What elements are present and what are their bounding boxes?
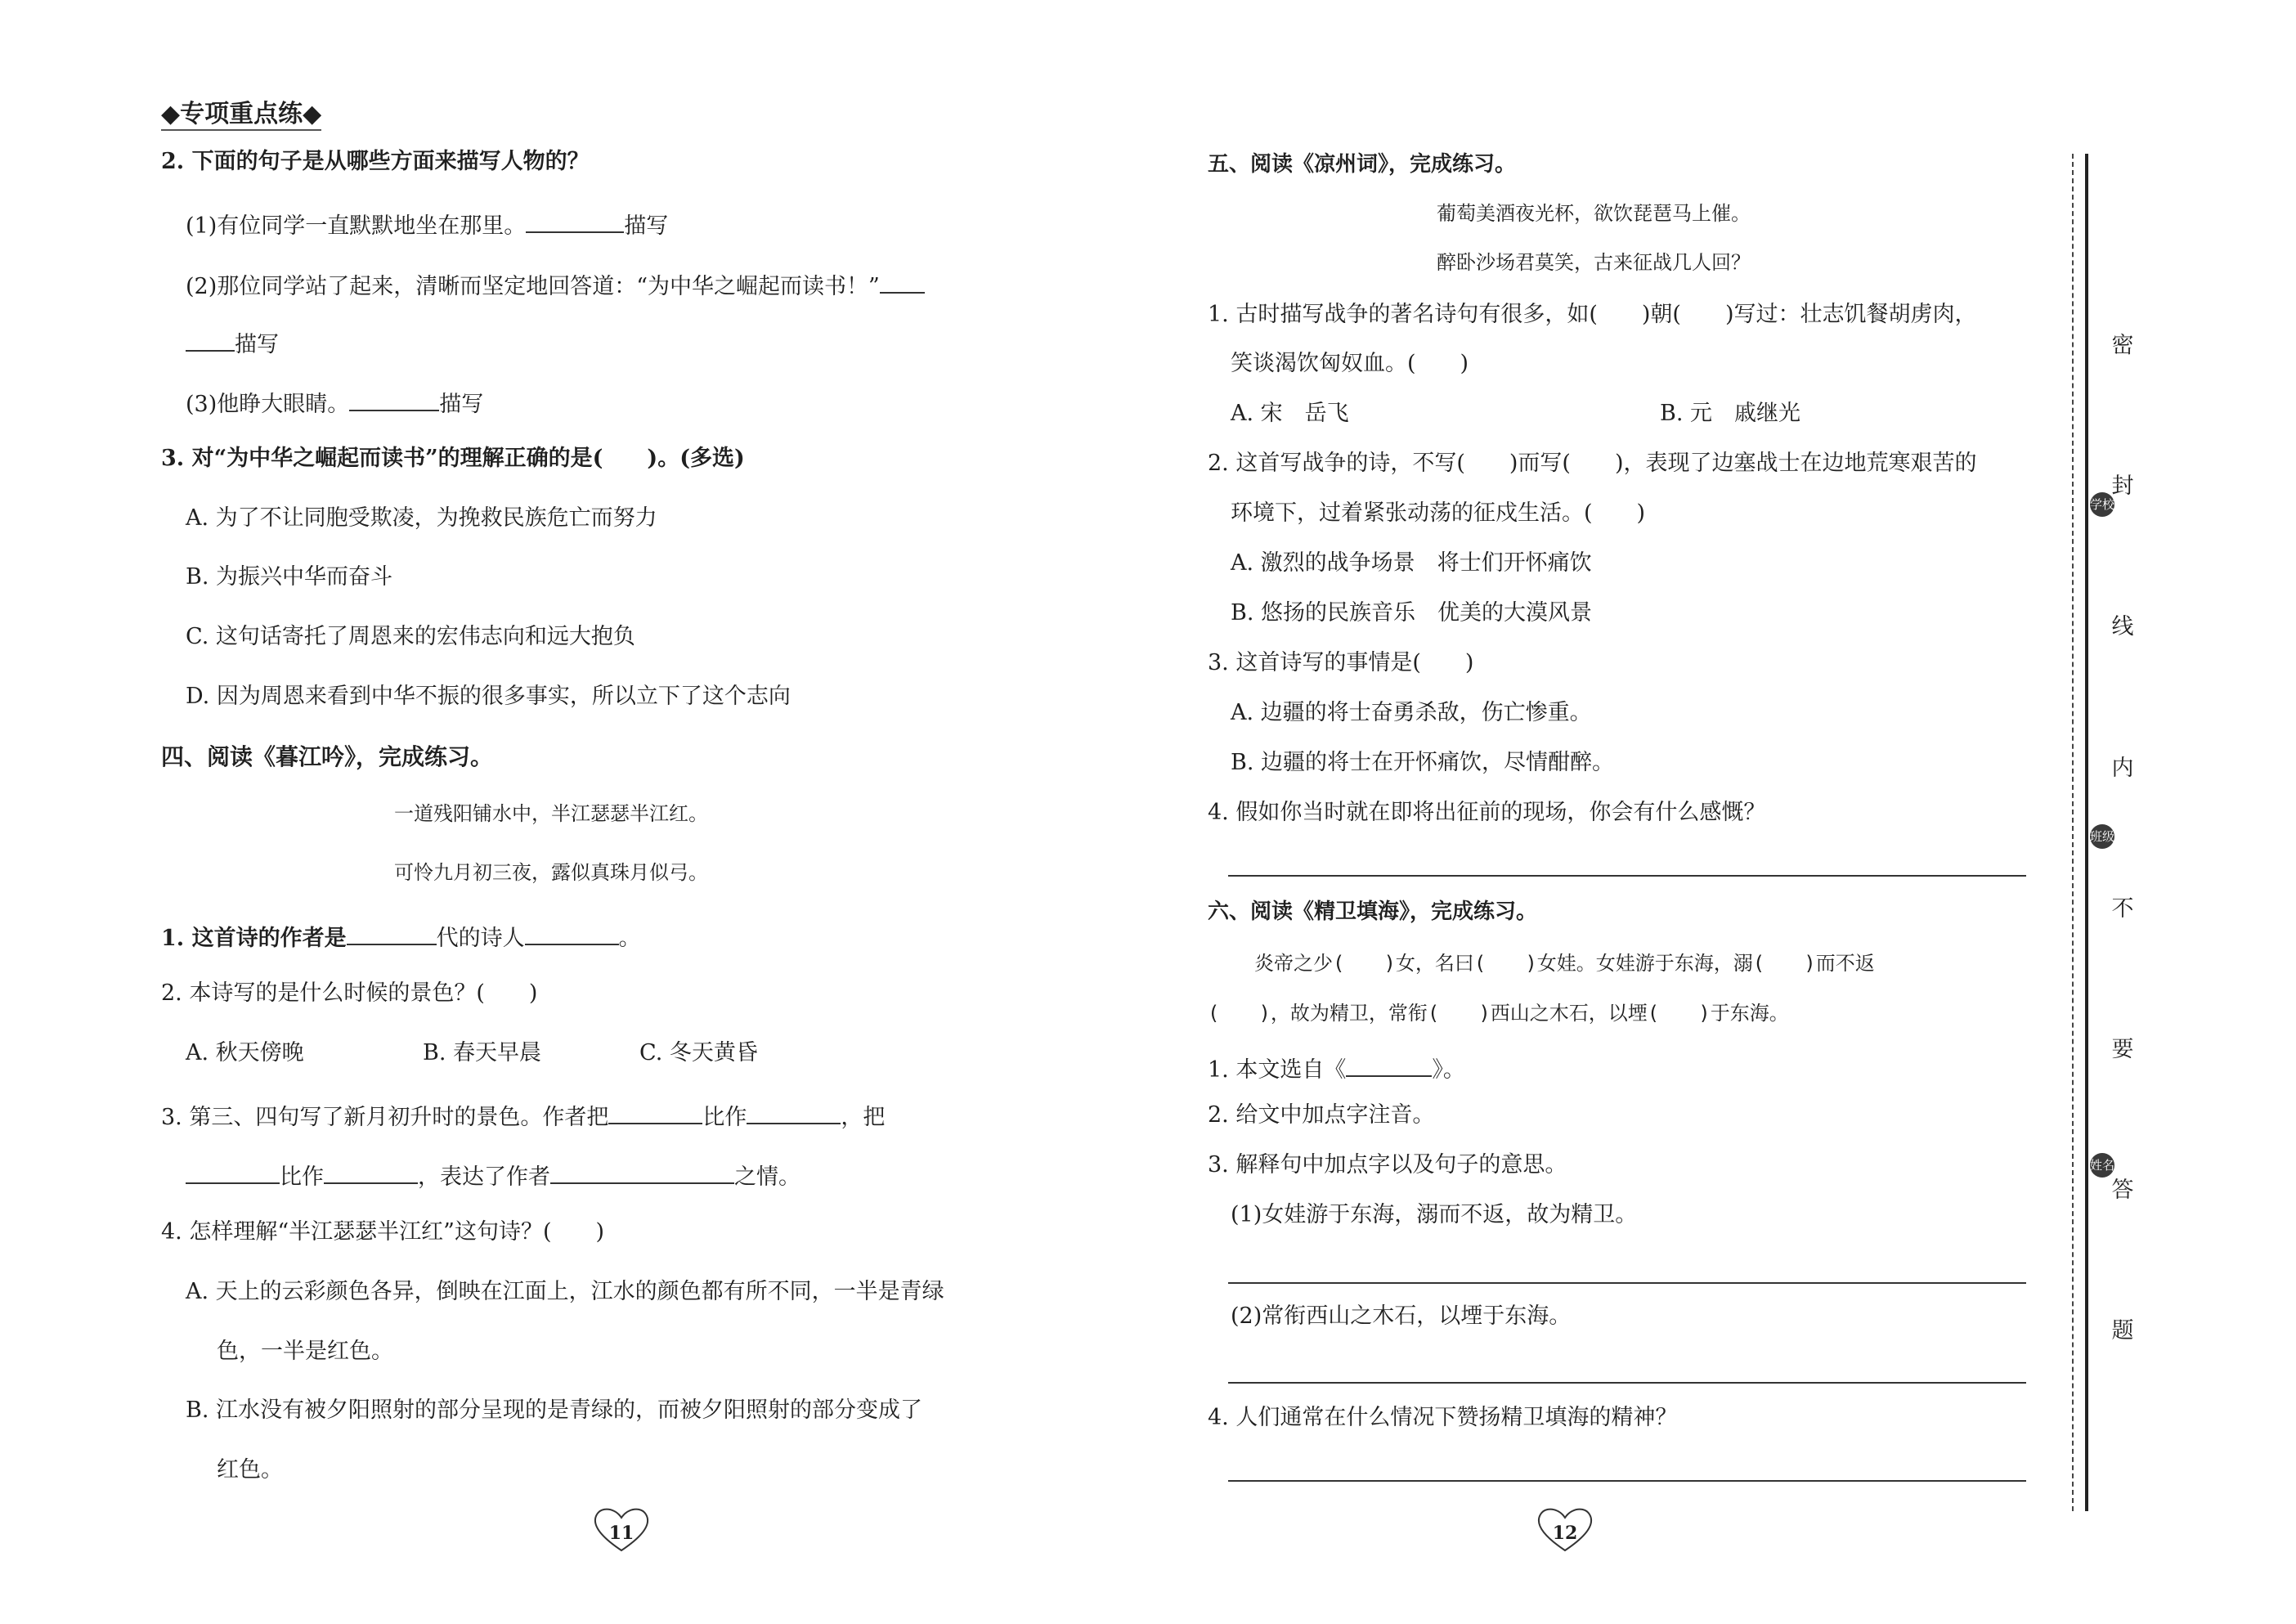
- question-title: 4. 怎样理解“半江瑟瑟半江红”这句诗？( ): [161, 1219, 605, 1245]
- answer-line[interactable]: [1228, 1282, 2026, 1284]
- passage-line: ( )，故为精卫，常衔( )西山之木石，以堙( )于东海。: [1208, 1002, 1789, 1025]
- option-b: B. 边疆的将士在开怀痛饮，尽情酣醉。: [1231, 750, 1615, 775]
- seal-mark: 姓名: [2090, 1153, 2114, 1178]
- question-line: [1208, 1054, 1465, 1081]
- question-line: 环境下，过着紧张动荡的征戍生活。( ): [1231, 500, 1646, 526]
- seal-char: 内: [2111, 756, 2134, 781]
- poem-line: 醉卧沙场君莫笑，古来征战几人回？: [1437, 251, 1751, 274]
- page-number-text: 11: [608, 1523, 635, 1544]
- question-title: 2. 给文中加点字注音。: [1208, 1102, 1435, 1128]
- answer-blank[interactable]: [324, 1161, 418, 1184]
- option-a-cont: 色，一半是红色。: [217, 1339, 393, 1364]
- section-title: 五、阅读《凉州词》，完成练习。: [1208, 152, 1517, 177]
- answer-blank[interactable]: [347, 922, 437, 945]
- question-line: [186, 271, 925, 298]
- answer-blank[interactable]: [550, 1161, 734, 1184]
- question-text: 比作: [280, 1164, 324, 1190]
- question-line: [186, 210, 668, 237]
- question-text: 描写: [624, 213, 669, 239]
- question-text: (3)他睁大眼睛。: [186, 392, 350, 417]
- seal-solid-line: [2085, 154, 2088, 1511]
- seal-mark: 学校: [2090, 492, 2114, 517]
- question-text: 》。: [1432, 1057, 1465, 1083]
- seal-char: 密: [2111, 333, 2134, 358]
- answer-blank[interactable]: [349, 388, 439, 411]
- question-text: 。: [618, 926, 641, 951]
- question-line: 笑谈渴饮匈奴血。( ): [1231, 351, 1469, 376]
- question-line: [186, 329, 279, 356]
- question-title: 4. 人们通常在什么情况下赞扬精卫填海的精神？: [1208, 1405, 1678, 1430]
- page-number: [1532, 1503, 1598, 1554]
- question-line: [161, 1101, 885, 1128]
- question-text: ，表达了作者: [418, 1164, 550, 1190]
- answer-blank[interactable]: [525, 922, 619, 945]
- option-b: B. 春天早晨: [423, 1040, 542, 1065]
- question-text: 1. 本文选自《: [1208, 1057, 1347, 1083]
- option-b: B. 江水没有被夕阳照射的部分呈现的是青绿的，而被夕阳照射的部分变成了: [186, 1397, 923, 1423]
- option-c: C. 冬天黄昏: [639, 1040, 758, 1065]
- question-title: 3. 解释句中加点字以及句子的意思。: [1208, 1152, 1567, 1178]
- seal-dashed-line: [2072, 154, 2074, 1511]
- answer-blank[interactable]: [186, 1161, 280, 1184]
- question-text: 3. 第三、四句写了新月初升时的景色。作者把: [161, 1105, 609, 1130]
- answer-line[interactable]: [1228, 1480, 2026, 1482]
- answer-line[interactable]: [1228, 875, 2026, 877]
- section-tag: ◆专项重点练◆: [161, 102, 321, 131]
- answer-blank[interactable]: [880, 271, 925, 294]
- question-title: 4. 假如你当时就在即将出征前的现场，你会有什么感慨？: [1208, 800, 1766, 825]
- passage-line: 炎帝之少( )女，名曰( )女娃。女娃游于东海，溺( )而不返: [1254, 952, 1875, 975]
- option-b: B. 悠扬的民族音乐 优美的大漠风景: [1231, 600, 1593, 626]
- question-title: 1. 古时描写战争的著名诗句有很多，如( )朝( )写过：壮志饥餐胡虏肉，: [1208, 302, 1977, 327]
- question-text: 之情。: [734, 1164, 800, 1190]
- page-number: [589, 1503, 654, 1554]
- option-a: A. 边疆的将士奋勇杀敌，伤亡惨重。: [1231, 700, 1592, 725]
- seal-char: 线: [2111, 614, 2134, 639]
- question-title: 3. 对“为中华之崛起而读书”的理解正确的是( )。(多选): [161, 446, 745, 471]
- question-line: (1)女娃游于东海，溺而不返，故为精卫。: [1231, 1202, 1638, 1227]
- section-title: 四、阅读《暮江吟》，完成练习。: [161, 743, 494, 770]
- option-c: C. 这句话寄托了周恩来的宏伟志向和远大抱负: [186, 624, 635, 649]
- question-title: 2. 这首写战争的诗，不写( )而写( )，表现了边塞战士在边地荒寒艰苦的: [1208, 451, 1977, 476]
- question-text: 比作: [702, 1105, 747, 1130]
- option-a: A. 为了不让同胞受欺凌，为挽救民族危亡而努力: [186, 505, 657, 531]
- question-text: (2)那位同学站了起来，清晰而坚定地回答道：“为中华之崛起而读书！”: [186, 274, 880, 299]
- seal-char: 封: [2111, 473, 2134, 499]
- seal-char: 不: [2111, 896, 2134, 922]
- question-title: 2. 本诗写的是什么时候的景色？( ): [161, 980, 538, 1006]
- option-a: A. 天上的云彩颜色各异，倒映在江面上，江水的颜色都有所不同，一半是青绿: [186, 1279, 944, 1304]
- seal-char: 题: [2111, 1318, 2134, 1344]
- question-line: [186, 388, 483, 415]
- question-title: 3. 这首诗写的事情是( ): [1208, 650, 1474, 675]
- question-text: (1)有位同学一直默默地坐在那里。: [186, 213, 527, 239]
- option-a: A. 宋 岳飞: [1231, 401, 1349, 426]
- answer-blank[interactable]: [1346, 1054, 1432, 1077]
- seal-mark: 班级: [2090, 824, 2114, 849]
- poem-line: 可怜九月初三夜，露似真珠月似弓。: [394, 861, 708, 884]
- answer-line[interactable]: [1228, 1382, 2026, 1384]
- option-a: A. 激烈的战争场景 将士们开怀痛饮: [1231, 550, 1592, 576]
- question-text: 描写: [439, 392, 484, 417]
- answer-blank[interactable]: [608, 1101, 702, 1124]
- option-b: B. 元 戚继光: [1660, 401, 1801, 426]
- option-d: D. 因为周恩来看到中华不振的很多事实，所以立下了这个志向: [186, 684, 791, 709]
- question-line: (2)常衔西山之木石，以堙于东海。: [1231, 1303, 1572, 1329]
- seal-char: 要: [2111, 1037, 2134, 1062]
- option-b-cont: 红色。: [217, 1457, 283, 1483]
- option-b: B. 为振兴中华而奋斗: [186, 564, 393, 590]
- answer-blank[interactable]: [186, 329, 235, 352]
- question-title: 2. 下面的句子是从哪些方面来描写人物的？: [161, 149, 590, 174]
- poem-line: 一道残阳铺水中，半江瑟瑟半江红。: [394, 802, 708, 825]
- poem-line: 葡萄美酒夜光杯，欲饮琵琶马上催。: [1437, 202, 1751, 225]
- page-number-text: 12: [1552, 1523, 1578, 1544]
- question-text: 1. 这首诗的作者是: [161, 926, 347, 951]
- answer-blank[interactable]: [747, 1101, 841, 1124]
- question-text: ，把: [841, 1105, 886, 1130]
- question-text: 描写: [235, 332, 279, 357]
- answer-blank[interactable]: [526, 210, 624, 233]
- question-line: [186, 1161, 800, 1188]
- question-line: [161, 922, 641, 949]
- section-title: 六、阅读《精卫填海》，完成练习。: [1208, 899, 1538, 924]
- question-text: 代的诗人: [436, 926, 525, 951]
- option-a: A. 秋天傍晚: [186, 1040, 304, 1065]
- seal-char: 答: [2111, 1178, 2134, 1203]
